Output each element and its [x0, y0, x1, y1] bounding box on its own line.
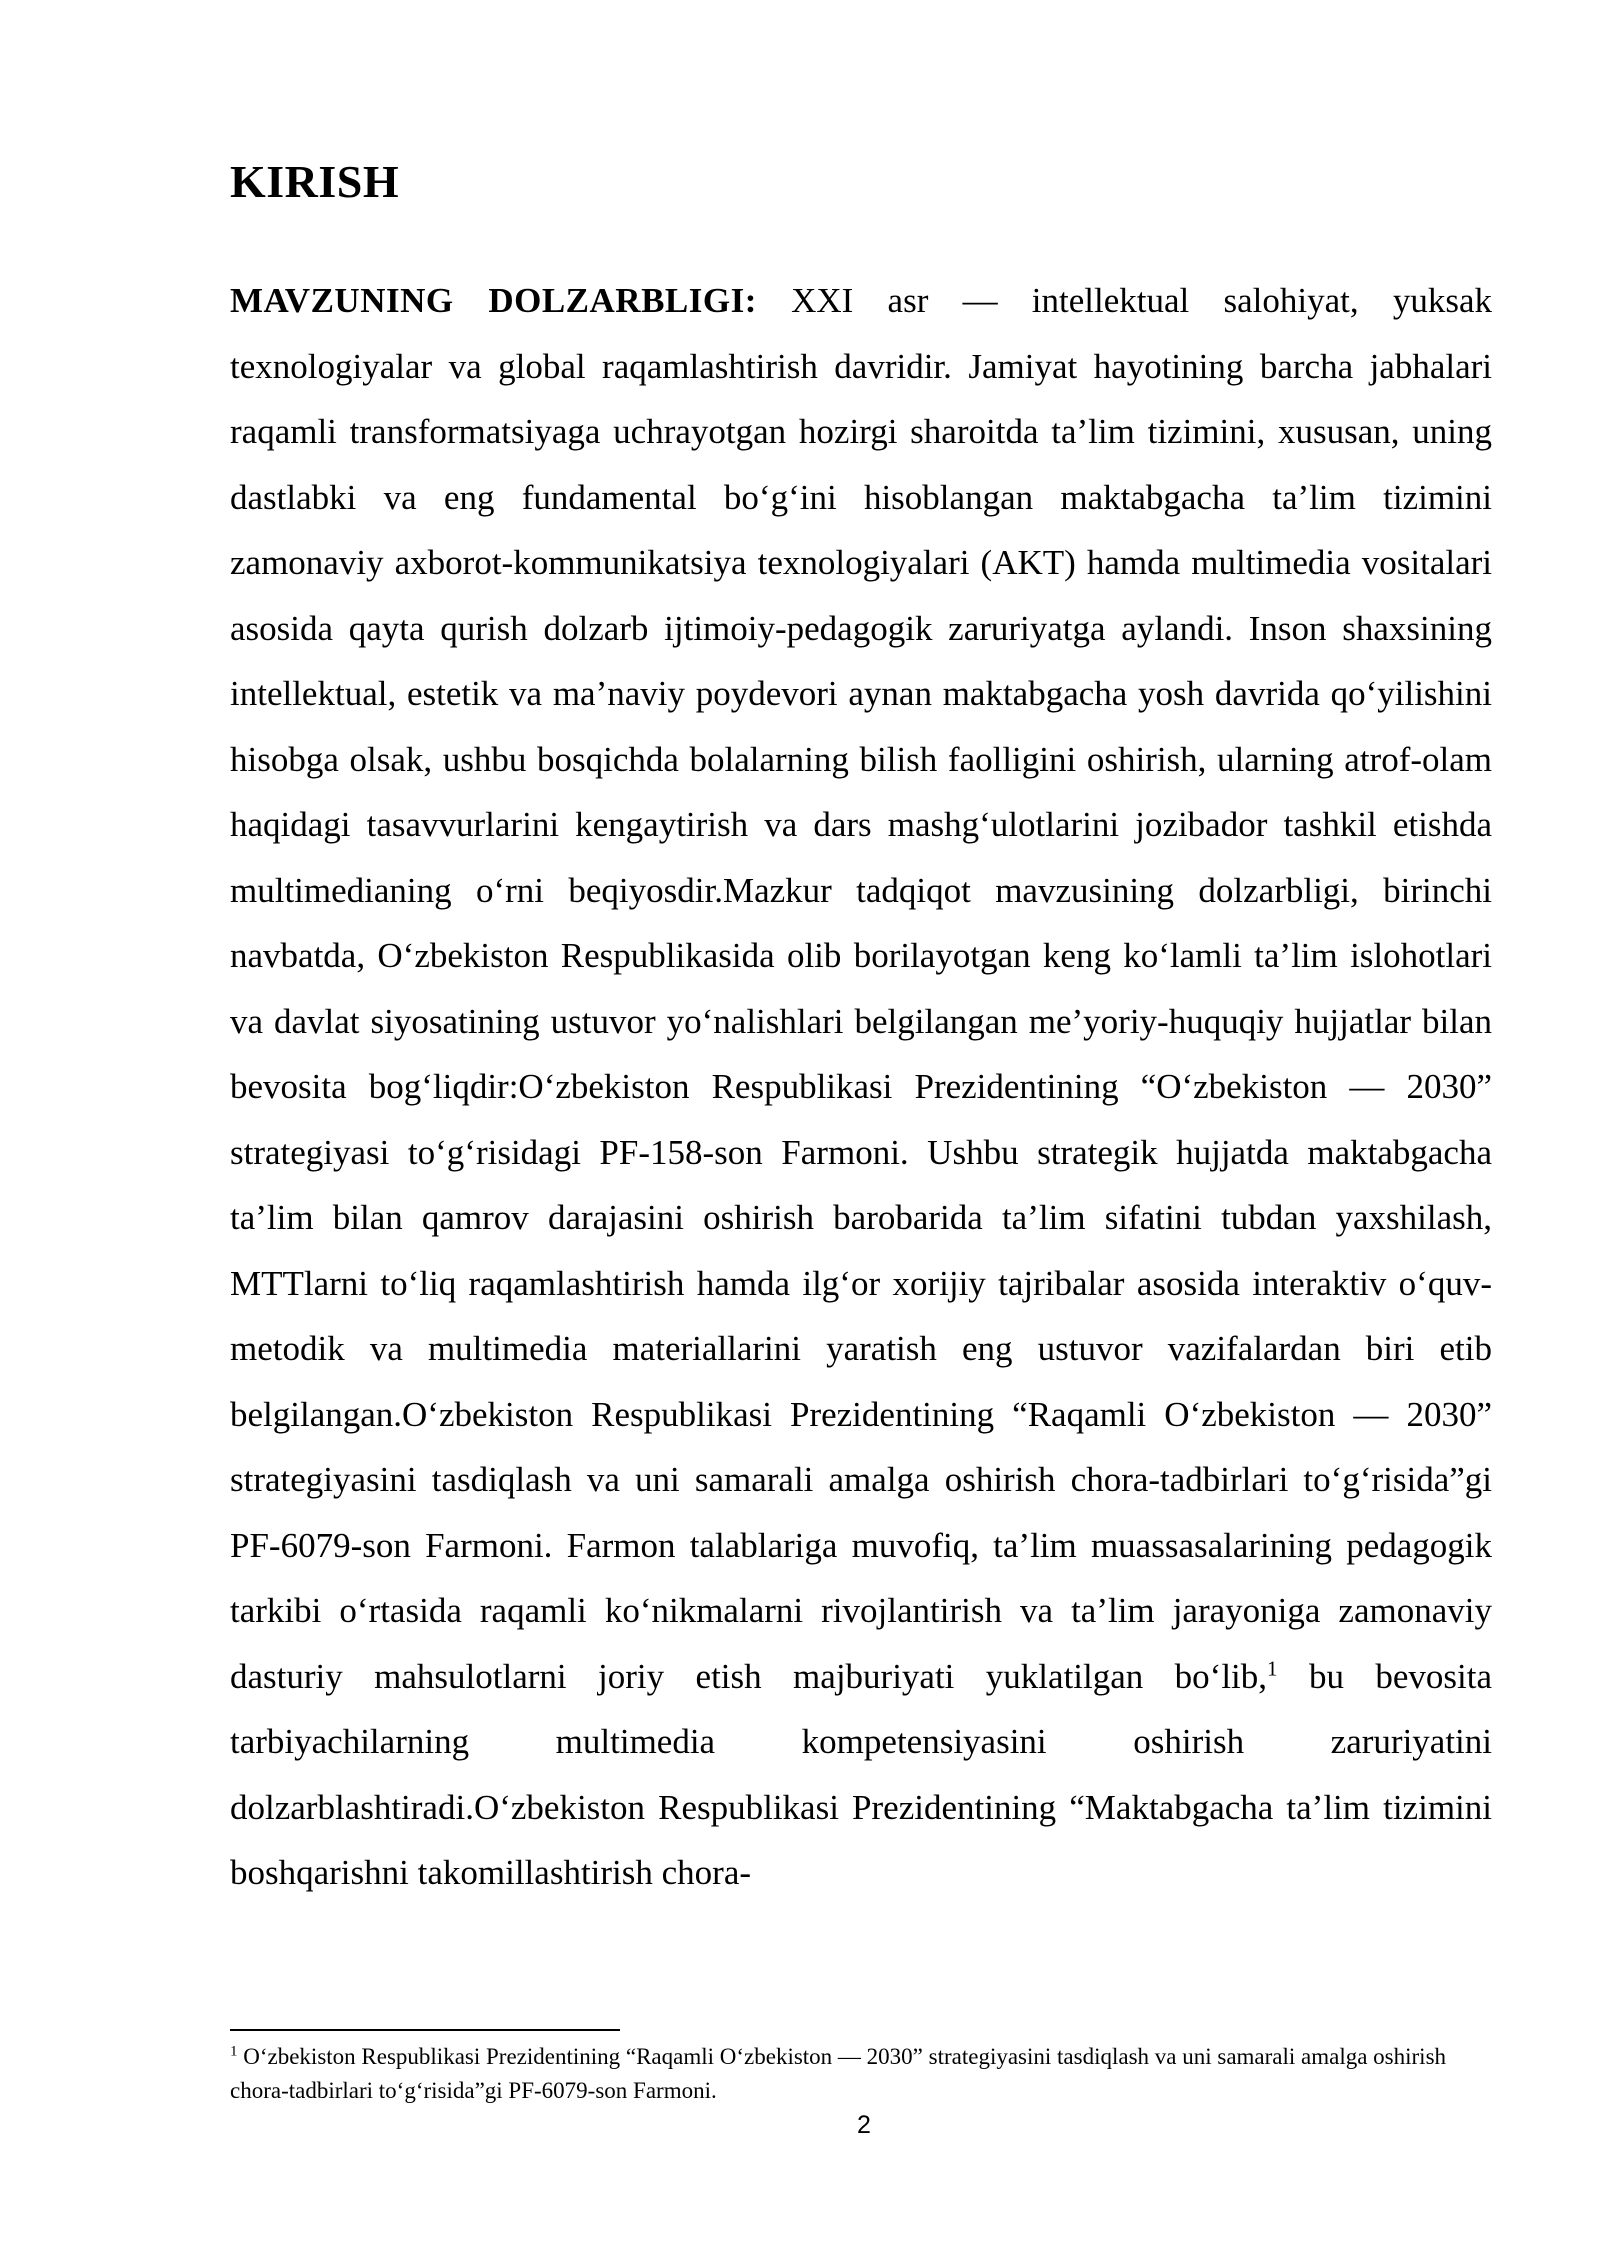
topic-relevance-label: MAVZUNING DOLZARBLIGI: [230, 281, 757, 320]
body-text-part-1: XXI asr — intellektual salohiyat, yuksak texnologiyalar va global raqamlashtirish davridir. Jamiyat hayotining barcha jabhalari raqamli transformatsiyaga uchrayotgan hozirgi sharoitda ta’lim tizimini, xususan, uning dastlabki va eng fundamental bo‘g‘ini hisoblangan maktabgacha ta’lim tizimini zamonaviy axborot-kommunikatsiya texnologiyalari (AKT) hamda multimedia vositalari asosida qayta qurish dolzarb ijtimoiy-pedagogik zaruriyatga aylandi. Inson shaxsining intellektual, estetik va ma’naviy poydevori aynan maktabgacha yosh davrida qo‘yilishini hisobga olsak, ushbu bosqichda bolalarning bilish faolligini oshirish, ularning atrof-olam haqidagi tasavvurlarini kengaytirish va dars mashg‘ulotlarini jozibador tashkil etishda multimedianing o‘rni beqiyosdir.Mazkur tadqiqot mavzusining dolzarbligi, birinchi navbatda, O‘zbekiston Respublikasida olib borilayotgan keng ko‘lamli ta’lim islohotlari va davlat siyosatining ustuvor yo‘nalishlari belgilangan me’yoriy-huquqiy hujjatlar bilan bevosita bog‘liqdir:O‘zbekiston Respublikasi Prezidentining “O‘zbekiston — 2030” strategiyasi to‘g‘risidagi PF-158-son Farmoni. Ushbu strategik hujjatda maktabgacha ta’lim bilan qamrov darajasini oshirish barobarida ta’lim sifatini tubdan yaxshilash, MTTlarni to‘liq raqamlashtirish hamda ilg‘or xorijiy tajribalar asosida interaktiv o‘quv-metodik va multimedia materiallarini yaratish eng ustuvor vazifalardan biri etib belgilangan.O‘zbekiston Respublikasi Prezidentining “Raqamli O‘zbekiston — 2030” strategiyasini tasdiqlash va uni samarali amalga oshirish chora-tadbirlari to‘g‘risida”gi PF-6079-son Farmoni. Farmon talablariga muvofiq, ta’lim muassasalarining pedagogik tarkibi o‘rtasida raqamli ko‘nikmalarni rivojlantirish va ta’lim jarayoniga zamonaviy dasturiy mahsulotlarni joriy etish majburiyati yuklatilgan bo‘lib, [230, 281, 1492, 1696]
page-heading: KIRISH [230, 156, 400, 207]
footnote-separator [230, 2029, 620, 2031]
body-text-part-2: bu bevosita tarbiyachilarning multimedia kompetensiyasini oshirish zaruriyatini dolzarblashtiradi.O‘zbekiston Respublikasi Prezidentining “Maktabgacha ta’lim tizimini boshqarishni takomillashtirish chora- [230, 1656, 1492, 1892]
body-paragraph [230, 268, 1492, 1906]
footnote-text: O‘zbekiston Respublikasi Prezidentining “Raqamli O‘zbekiston — 2030” strategiyasini tasdiqlash va uni samarali amalga oshirish chora-tadbirlari to‘g‘risida”gi PF-6079-son Farmoni. [230, 2044, 1447, 2103]
footnote-reference[interactable]: 1 [1267, 1655, 1278, 1680]
footnote-marker: 1 [230, 2043, 238, 2060]
page-number: 2 [857, 2111, 871, 2139]
footnote [230, 2040, 1492, 2108]
